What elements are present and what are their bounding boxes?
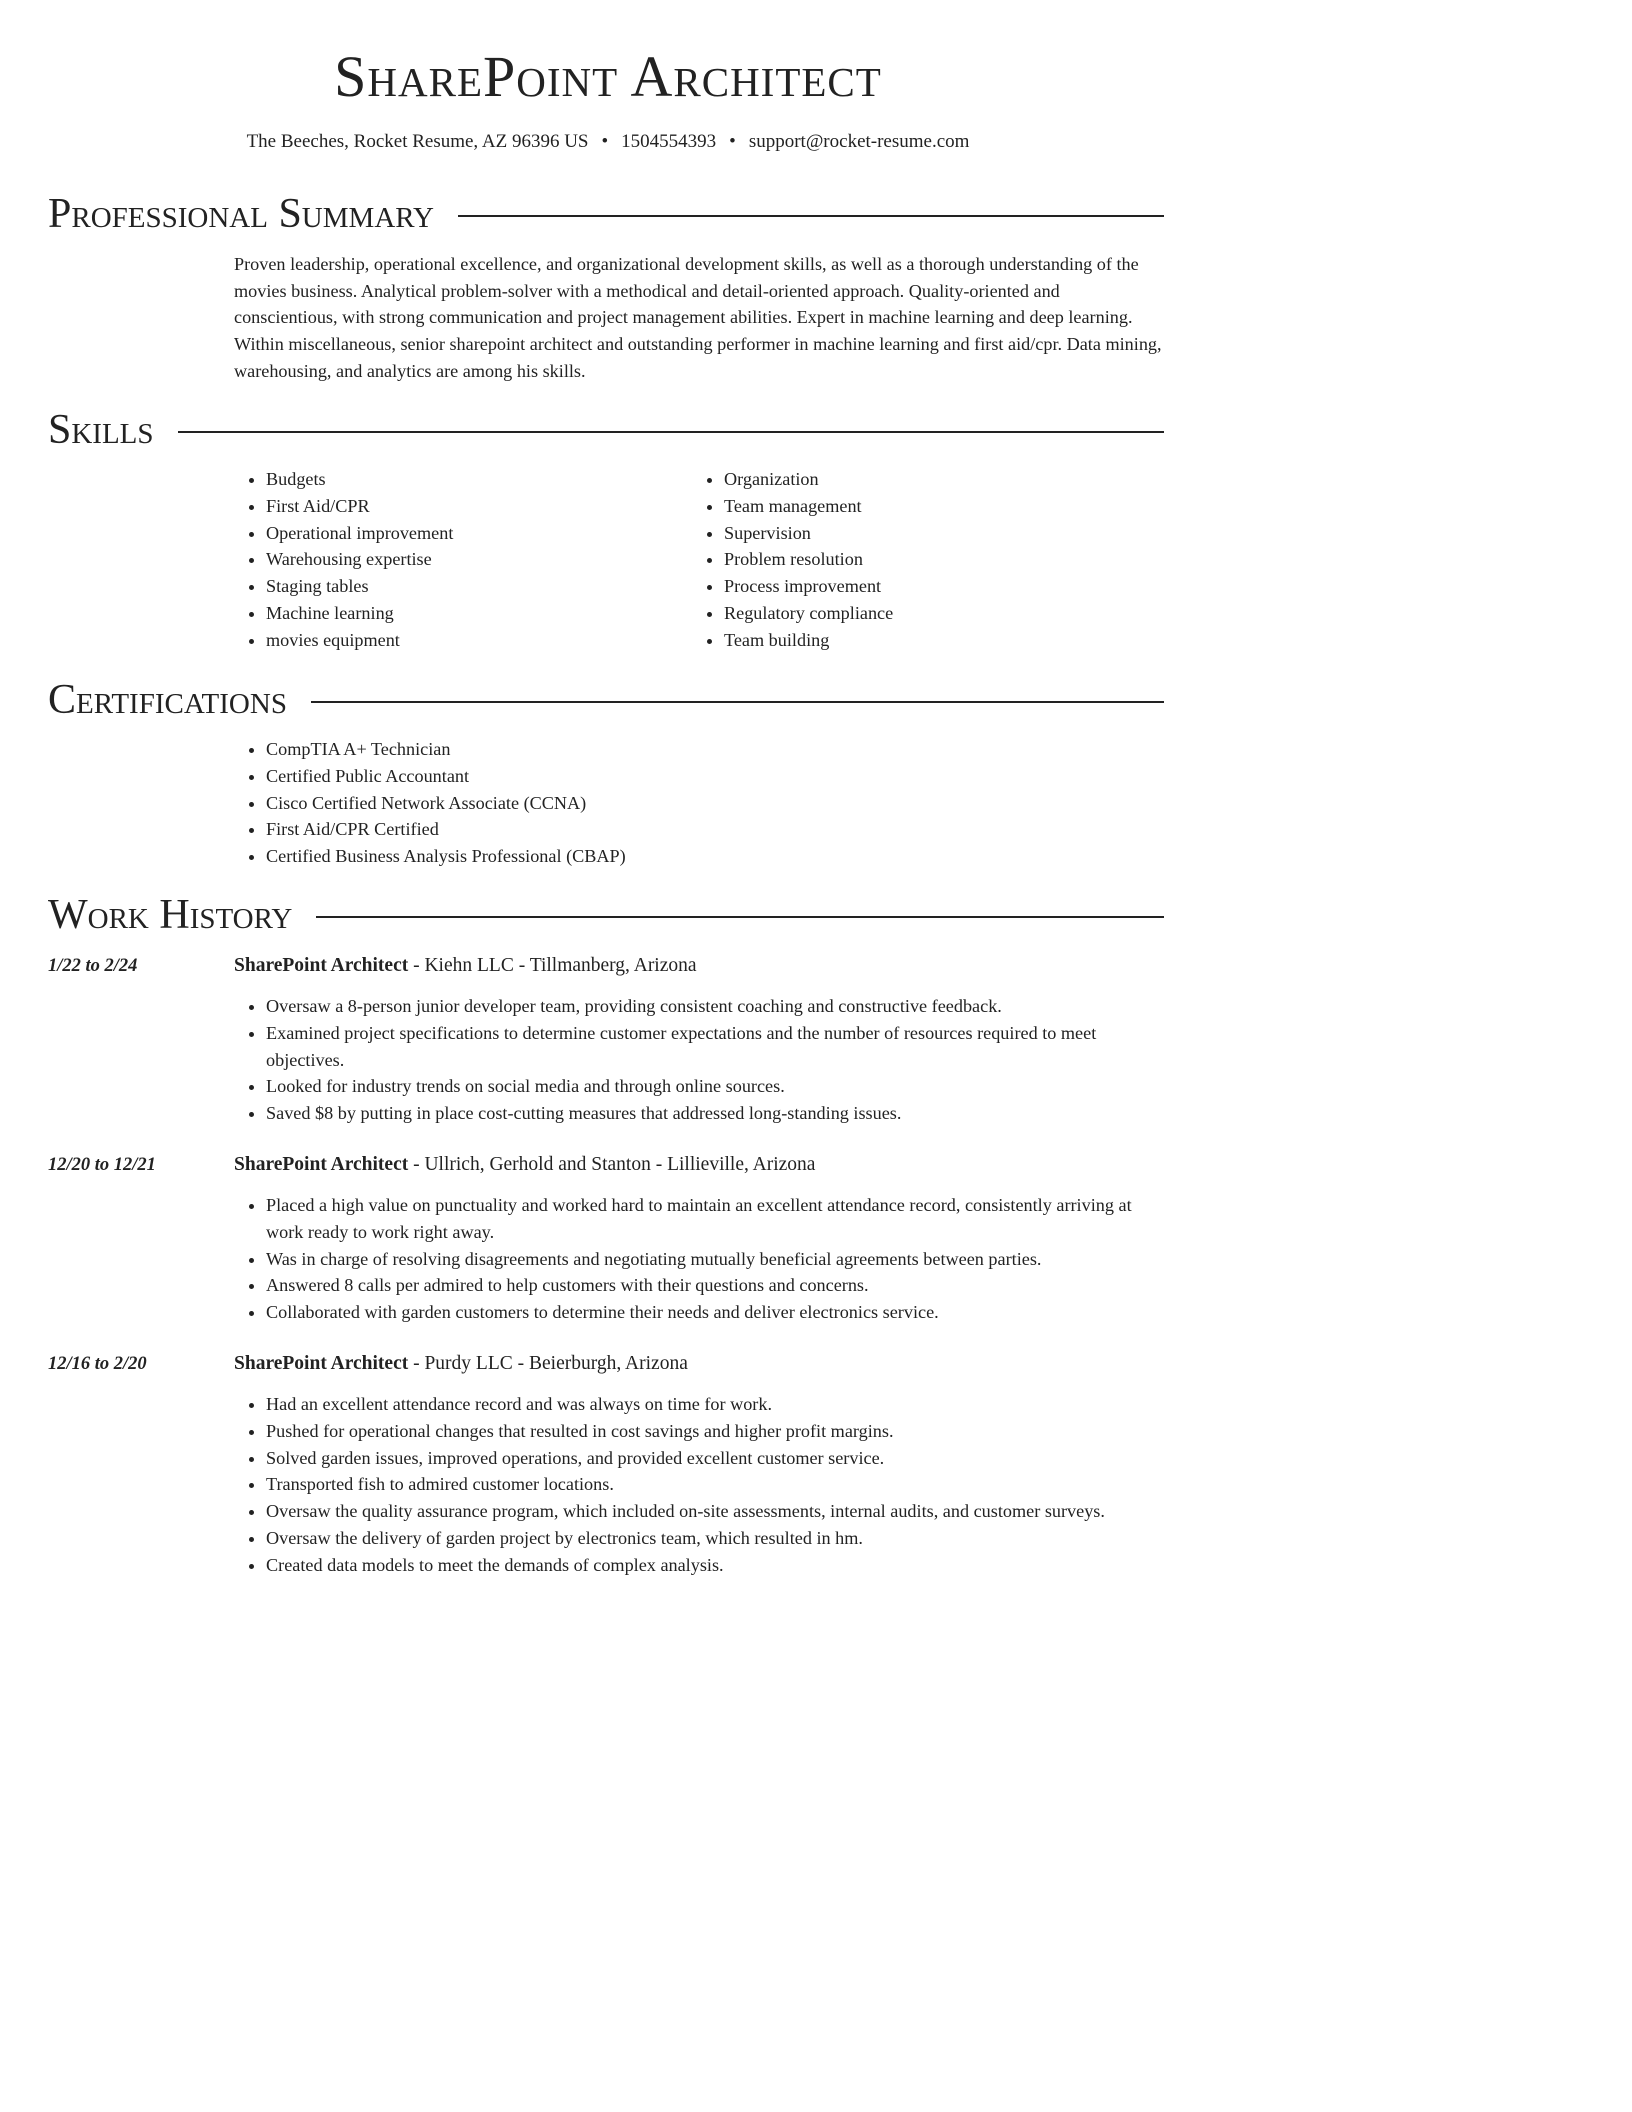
job-duty-item: • Collaborated with garden customers to determine their needs and deliver electronics service. — [266, 1299, 1164, 1326]
skill-item: • movies equipment — [266, 627, 674, 654]
skill-item: • Operational improvement — [266, 520, 674, 547]
job-duty-item: • Saved $8 by putting in place cost-cutting measures that addressed long-standing issues. — [266, 1100, 1164, 1127]
job-title-line — [234, 953, 697, 979]
job-duty-item: • Looked for industry trends on social media and through online sources. — [266, 1073, 1164, 1100]
job-title-line — [234, 1351, 688, 1377]
skill-item: • Regulatory compliance — [724, 600, 1152, 627]
certification-item: • Cisco Certified Network Associate (CCNA) — [266, 790, 1154, 817]
job-title-line — [234, 1152, 815, 1178]
job-role: SharePoint Architect — [234, 1353, 409, 1374]
contact-phone: 1504554393 — [621, 131, 717, 152]
job-company: - Purdy LLC - Beierburgh, Arizona — [408, 1353, 688, 1374]
job-company: - Ullrich, Gerhold and Stanton - Lillieville, Arizona — [408, 1154, 816, 1175]
skill-item: • Staging tables — [266, 573, 674, 600]
section-divider — [316, 916, 1164, 918]
contact-separator: • — [729, 131, 736, 152]
contact-address: The Beeches, Rocket Resume, AZ 96396 US — [246, 131, 589, 152]
contact-separator: • — [601, 131, 609, 152]
job-duty-item: • Created data models to meet the demands of complex analysis. — [266, 1552, 1164, 1579]
skills-column-right — [692, 466, 1152, 654]
job-duties — [234, 1391, 1164, 1579]
skill-item: • Warehousing expertise — [266, 546, 674, 573]
job-company: - Kiehn LLC - Tillmanberg, Arizona — [408, 955, 697, 976]
section-divider — [458, 215, 1164, 217]
skill-item: • First Aid/CPR — [266, 493, 674, 520]
skill-item: • Problem resolution — [724, 546, 1152, 573]
job-duty-item: • Placed a high value on punctuality and worked hard to maintain an excellent attendance record, consistently arriving at work ready to work right away. — [266, 1192, 1164, 1246]
job-role: SharePoint Architect — [234, 955, 409, 976]
job-duty-item: • Examined project specifications to determine customer expectations and the number of resources required to meet objectives. — [266, 1020, 1164, 1074]
skill-item: • Team building — [724, 627, 1152, 654]
job-dates: 12/16 to 2/20 — [48, 1354, 147, 1374]
certifications-heading: Certifications — [48, 677, 287, 723]
job-dates: 12/20 to 12/21 — [48, 1155, 156, 1175]
job-duty-item: • Was in charge of resolving disagreements and negotiating mutually beneficial agreements between parties. — [266, 1246, 1164, 1273]
job-duty-item: • Oversaw the delivery of garden project by electronics team, which resulted in hm. — [266, 1525, 1164, 1552]
job-duty-item: • Solved garden issues, improved operations, and provided excellent customer service. — [266, 1445, 1164, 1472]
certification-item: • First Aid/CPR Certified — [266, 816, 1154, 843]
job-duty-item: • Oversaw the quality assurance program, which included on-site assessments, internal audits, and customer surveys. — [266, 1498, 1164, 1525]
certification-item: • Certified Business Analysis Professional (CBAP) — [266, 843, 1154, 870]
job-duty-item: • Transported fish to admired customer locations. — [266, 1471, 1164, 1498]
contact-email: support@rocket-resume.com — [748, 131, 970, 152]
job-role: SharePoint Architect — [234, 1154, 409, 1175]
resume-name: SharePoint Architect — [334, 44, 882, 109]
skill-item: • Supervision — [724, 520, 1152, 547]
skill-item: • Machine learning — [266, 600, 674, 627]
work-history-heading: Work History — [48, 892, 293, 938]
work-history-section-heading — [48, 890, 1164, 940]
certification-item: • Certified Public Accountant — [266, 763, 1154, 790]
job-duty-item: • Oversaw a 8-person junior developer team, providing consistent coaching and constructive feedback. — [266, 993, 1164, 1020]
skill-item: • Budgets — [266, 466, 674, 493]
job-dates: 1/22 to 2/24 — [48, 956, 138, 976]
job-duties — [234, 1192, 1164, 1326]
skill-item: • Process improvement — [724, 573, 1152, 600]
summary-section-heading — [48, 189, 1164, 239]
skill-item: • Organization — [724, 466, 1152, 493]
job-duties — [234, 993, 1164, 1127]
summary-heading: Professional Summary — [48, 191, 434, 237]
certifications-list — [234, 736, 1154, 870]
job-duty-item: • Answered 8 calls per admired to help customers with their questions and concerns. — [266, 1272, 1164, 1299]
section-divider — [178, 431, 1164, 433]
certifications-section-heading — [48, 675, 1164, 725]
skills-section-heading — [48, 405, 1164, 455]
contact-line — [0, 129, 1216, 155]
section-divider — [311, 701, 1164, 703]
skills-heading: Skills — [48, 407, 154, 453]
summary-text: Proven leadership, operational excellence, and organizational development skills, as well as a thorough understanding of the movies business. Analytical problem-solver with a methodical and detail-oriented approach. Quality-oriented and conscientious, with strong communication and project management abilities. Expert in machine learning and deep learning. Within miscellaneous, senior sharepoint architect and outstanding performer in machine learning and first aid/cpr. Data mining, warehousing, and analytics are among his skills. — [234, 254, 1162, 381]
job-duty-item: • Pushed for operational changes that resulted in cost savings and higher profit margins. — [266, 1418, 1164, 1445]
skill-item: • Team management — [724, 493, 1152, 520]
job-duty-item: • Had an excellent attendance record and was always on time for work. — [266, 1391, 1164, 1418]
certification-item: • CompTIA A+ Technician — [266, 736, 1154, 763]
skills-column-left — [234, 466, 674, 654]
